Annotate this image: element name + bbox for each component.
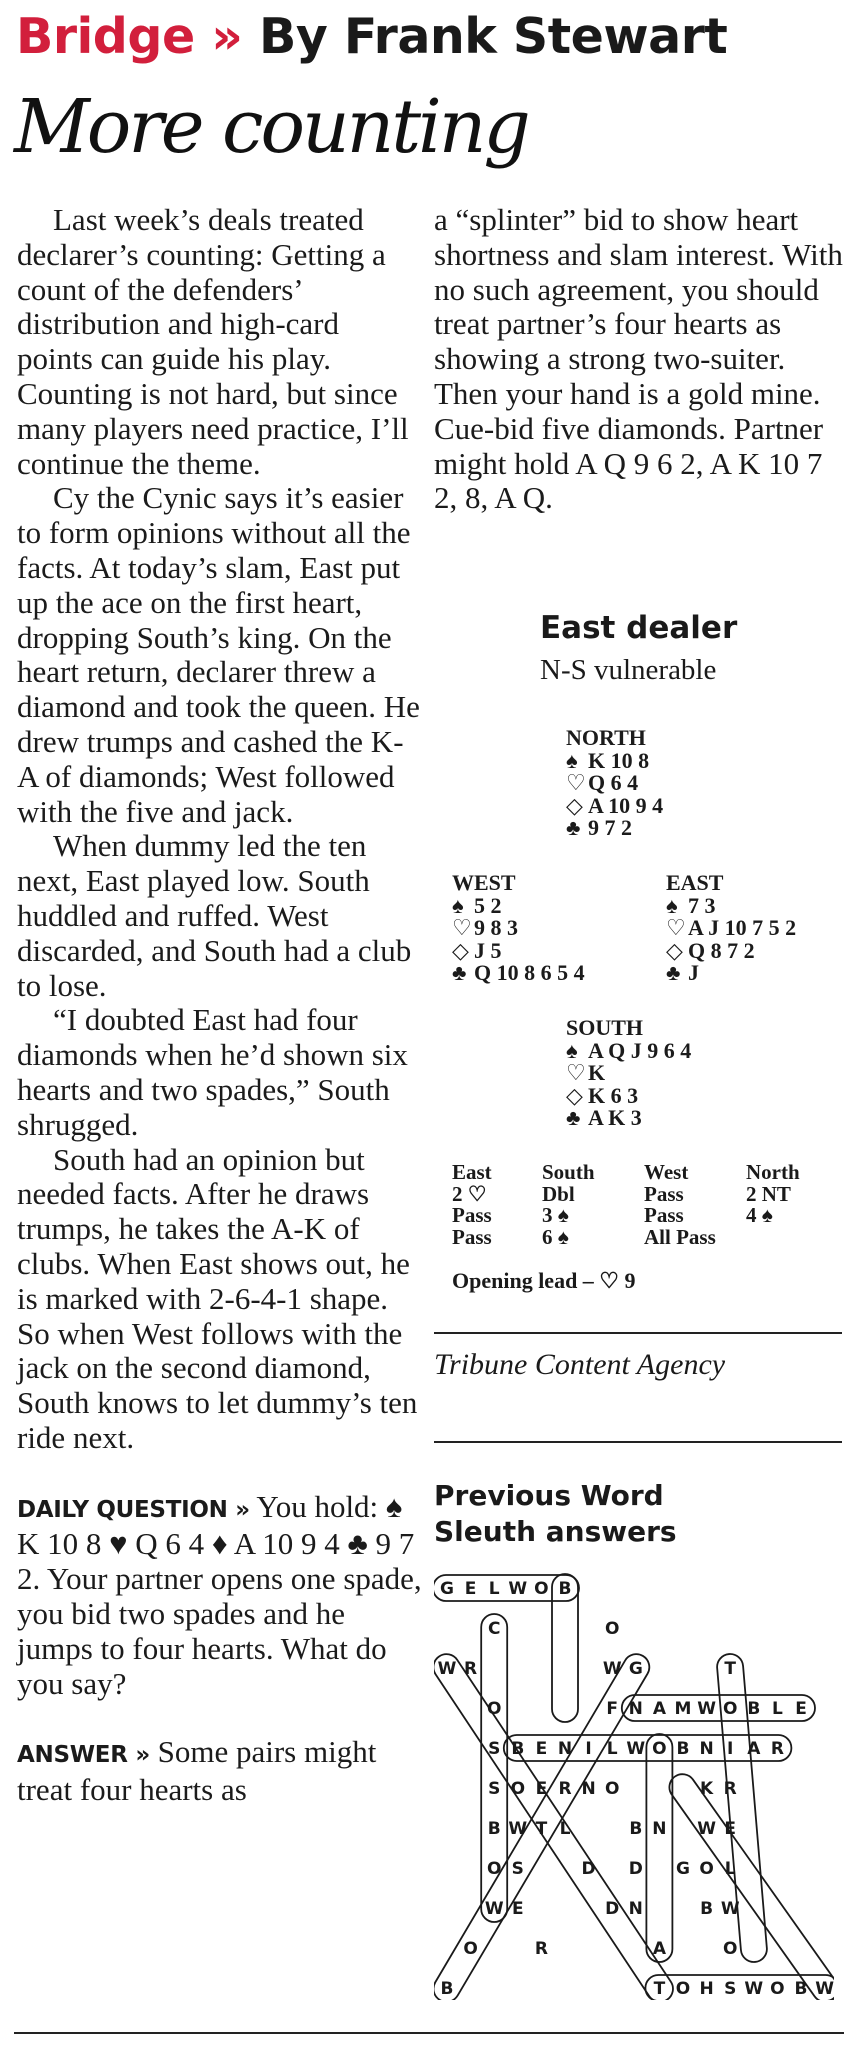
diamond-icon: ◇	[566, 792, 583, 818]
answer	[17, 1735, 422, 1808]
club-icon: ♣	[452, 960, 467, 985]
byline: By Frank Stewart	[258, 8, 728, 65]
grid-letter: R	[558, 1779, 572, 1799]
paragraph: Cy the Cynic says it’s easier to form opinions without all the facts. At today’s slam, East put up the ace on the first heart, dropping South’s king. On the heart return, declarer threw a diamond and took the queen. He drew trumps and cashed the K-A of diamonds; West followed with the five and jack.	[17, 480, 420, 829]
grid-letter: H	[699, 1979, 714, 1999]
spade-icon: ♠	[666, 892, 678, 918]
grid-letter: G	[676, 1859, 690, 1879]
diamonds-holding: A 10 9 4	[588, 792, 664, 818]
grid-letter: B	[558, 1579, 572, 1599]
grid-letter: E	[464, 1579, 477, 1599]
club-icon: ♣	[566, 1105, 581, 1130]
auction-bid: 6 ♠	[542, 1224, 569, 1249]
daily-question	[17, 1490, 422, 1702]
auction-bid: 4 ♠	[746, 1203, 773, 1227]
article-column-left	[17, 203, 422, 1808]
grid-letter: E	[535, 1779, 548, 1799]
grid-letter: O	[722, 1699, 738, 1719]
grid-letter: B	[629, 1819, 643, 1839]
auction-column-east	[452, 1162, 492, 1248]
grid-letter: O	[534, 1579, 549, 1599]
auction-bid: 2 NT	[746, 1181, 791, 1206]
auction-column-north	[746, 1162, 800, 1227]
section-label: Bridge »	[16, 8, 243, 65]
dealer-label: East dealer	[540, 610, 738, 646]
hand-east	[666, 872, 796, 985]
grid-letter: W	[508, 1579, 528, 1599]
grid-letter: E	[535, 1739, 548, 1759]
grid-letter: O	[722, 1939, 738, 1959]
grid-letter: T	[724, 1659, 737, 1679]
diamond-icon: ◇	[666, 937, 683, 963]
grid-letter: B	[511, 1739, 525, 1759]
grid-letter: E	[511, 1899, 524, 1919]
grid-letter: O	[486, 1859, 502, 1879]
auction-header: South	[542, 1160, 595, 1184]
heart-icon: ♡	[452, 915, 472, 940]
heart-icon: ♡	[566, 770, 586, 795]
paragraph: a “splinter” bid to show heart shortness and slam interest. With no such agreement, you should treat partner’s four hearts as showing a strong two-suiter. Then your hand is a gold mine. Cue-bid five diamonds. Partner might hold A Q 9 6 2, A K 10 7 2, 8, A Q.	[434, 202, 843, 516]
grid-letter: W	[697, 1699, 716, 1719]
grid-letter: B	[676, 1739, 690, 1759]
auction-bid: Pass	[452, 1224, 492, 1249]
auction-bid: 3 ♠	[542, 1203, 569, 1227]
grid-letter: D	[581, 1859, 596, 1879]
section-header	[16, 8, 727, 65]
club-icon: ♣	[566, 815, 581, 840]
auction-column-south	[542, 1162, 595, 1248]
grid-letter: N	[557, 1739, 573, 1759]
credit-line: Tribune Content Agency	[434, 1348, 726, 1381]
spade-icon: ♠	[566, 1037, 578, 1063]
grid-letter: O	[770, 1979, 785, 1999]
spade-icon: ♠	[452, 892, 464, 918]
grid-letter: N	[628, 1699, 643, 1719]
answer-loop	[646, 1734, 672, 1962]
grid-letter: W	[744, 1979, 764, 1999]
spades-holding: A Q J 9 6 4	[588, 1037, 692, 1063]
auction-bid: Pass	[644, 1203, 684, 1227]
grid-letter: L	[488, 1579, 500, 1599]
hearts-holding: 9 8 3	[474, 915, 518, 940]
grid-letter: W	[720, 1899, 740, 1919]
opening-lead: Opening lead – ♡ 9	[452, 1268, 636, 1293]
vulnerability-label: N-S vulnerable	[540, 654, 717, 686]
hearts-holding: Q 6 4	[588, 770, 639, 795]
diamonds-holding: Q 8 7 2	[688, 937, 755, 963]
hand-south	[566, 1017, 691, 1130]
bottom-rule	[14, 2032, 844, 2034]
diamond-icon: ◇	[566, 1082, 583, 1108]
grid-letter: S	[511, 1859, 524, 1879]
grid-letter: N	[652, 1819, 667, 1839]
grid-letter: S	[488, 1739, 501, 1759]
grid-letter: M	[674, 1699, 692, 1719]
auction-bid: All Pass	[644, 1224, 716, 1249]
grid-letter: L	[724, 1859, 736, 1879]
diamonds-holding: J 5	[474, 937, 502, 963]
hand-name: SOUTH	[566, 1015, 644, 1040]
divider	[434, 1332, 842, 1334]
word-sleuth-svg	[434, 1568, 834, 2000]
auction-bid: Pass	[644, 1181, 684, 1206]
grid-letter: O	[486, 1699, 502, 1719]
grid-letter: R	[534, 1939, 548, 1959]
grid-letter: W	[815, 1979, 834, 1999]
spades-holding: 5 2	[474, 892, 502, 918]
auction-header: East	[452, 1160, 492, 1184]
daily-question-label: DAILY QUESTION »	[17, 1496, 250, 1523]
clubs-holding: J	[688, 960, 699, 985]
daily-question-text: You hold: ♠ K 10 8 ♥ Q 6 4 ♦ A 10 9 4 ♣ 9 7 2. Your partner opens one spade, you bid two spades and he jumps to four hearts. What do you say?	[17, 1488, 422, 1701]
word-sleuth-heading	[434, 1478, 734, 1550]
paragraph: South had an opinion but needed facts. After he draws trumps, he takes the A-K of clubs. When East shows out, he is marked with 2-6-4-1 shape. So when West follows with the jack on the second diamond, South knows to let dummy’s ten ride next.	[17, 1141, 418, 1455]
article-column-right	[434, 203, 844, 516]
grid-letter: B	[700, 1899, 714, 1919]
hand-name: NORTH	[566, 725, 646, 750]
word-sleuth-heading-line: Previous Word	[434, 1479, 664, 1512]
grid-letter: W	[508, 1819, 528, 1839]
grid-letter: F	[606, 1699, 619, 1719]
grid-letter: R	[723, 1779, 737, 1799]
clubs-holding: Q 10 8 6 5 4	[474, 960, 585, 985]
answer-label: ANSWER »	[17, 1742, 150, 1769]
diamond-icon: ◇	[452, 937, 469, 963]
auction-column-west	[644, 1162, 716, 1248]
diamonds-holding: K 6 3	[588, 1082, 639, 1108]
grid-letter: N	[699, 1739, 714, 1759]
spades-holding: 7 3	[688, 892, 716, 918]
grid-letter: A	[747, 1739, 761, 1759]
grid-letter: G	[440, 1579, 454, 1599]
grid-letter: T	[535, 1819, 548, 1839]
auction-header: North	[746, 1160, 800, 1184]
paragraph: When dummy led the ten next, East played low. South huddled and ruffed. West discarded, and South had a club to lose.	[17, 828, 412, 1003]
grid-letter: B	[487, 1819, 501, 1839]
grid-letter: L	[606, 1739, 618, 1759]
paragraph: “I doubted East had four diamonds when he’d shown six hearts and two spades,” South shrugged.	[17, 1002, 408, 1142]
word-sleuth-grid	[434, 1568, 834, 2000]
grid-letter: K	[700, 1779, 714, 1799]
grid-letter: S	[488, 1779, 501, 1799]
answer-loop	[434, 1575, 579, 1601]
grid-letter: I	[727, 1739, 734, 1759]
grid-letter: B	[440, 1979, 454, 1999]
grid-letter: O	[604, 1619, 620, 1639]
grid-letter: A	[652, 1939, 666, 1959]
club-icon: ♣	[666, 960, 681, 985]
answer-text: Some pairs might treat four hearts as	[17, 1734, 377, 1808]
hearts-holding: K	[588, 1060, 606, 1085]
clubs-holding: 9 7 2	[588, 815, 632, 840]
hand-west	[452, 872, 585, 985]
grid-letter: D	[628, 1859, 643, 1879]
grid-letter: O	[699, 1859, 714, 1879]
grid-letter: O	[675, 1979, 691, 1999]
answer-loop	[664, 1769, 834, 2000]
grid-letter: E	[724, 1819, 737, 1839]
auction-table	[452, 1162, 842, 1252]
hand-name: WEST	[452, 870, 516, 895]
auction-bid: 2 ♡	[452, 1181, 487, 1206]
grid-letter: W	[697, 1819, 716, 1839]
grid-letter: S	[724, 1979, 737, 1999]
paragraph: Last week’s deals treated declarer’s counting: Getting a count of the defenders’ distribution and high-card points can guide his play. Counting is not hard, but since many players need practice, I’ll continue the theme.	[17, 202, 409, 481]
grid-letter: O	[510, 1779, 526, 1799]
grid-letter: B	[794, 1979, 808, 1999]
grid-letter: O	[463, 1939, 478, 1959]
spade-icon: ♠	[566, 747, 578, 773]
grid-letter: E	[795, 1699, 807, 1719]
grid-letter: W	[437, 1659, 457, 1679]
grid-letter: L	[771, 1699, 783, 1719]
auction-header: West	[644, 1160, 689, 1184]
grid-letter: I	[585, 1739, 592, 1759]
grid-letter: N	[628, 1899, 643, 1919]
grid-letter: N	[581, 1779, 596, 1799]
grid-letter: W	[626, 1739, 646, 1759]
hand-name: EAST	[666, 870, 724, 895]
grid-letter: L	[559, 1819, 571, 1839]
grid-letter: W	[484, 1899, 504, 1919]
heart-icon: ♡	[666, 915, 686, 940]
grid-letter: T	[653, 1979, 666, 1999]
word-sleuth-heading-line: Sleuth answers	[434, 1515, 677, 1548]
hand-north	[566, 727, 663, 840]
heart-icon: ♡	[566, 1060, 586, 1085]
grid-letter: R	[464, 1659, 478, 1679]
grid-letter: D	[605, 1899, 620, 1919]
clubs-holding: A K 3	[588, 1105, 642, 1130]
grid-letter: W	[602, 1659, 622, 1679]
answer-loop	[622, 1695, 815, 1721]
grid-letter: O	[604, 1779, 620, 1799]
article-title: More counting	[14, 84, 528, 170]
divider	[434, 1441, 842, 1443]
grid-letter: G	[628, 1659, 643, 1679]
grid-letter: C	[487, 1619, 501, 1639]
spades-holding: K 10 8	[588, 747, 650, 773]
auction-bid: Dbl	[542, 1181, 575, 1206]
grid-letter: R	[770, 1739, 784, 1759]
grid-letter: A	[652, 1699, 666, 1719]
auction-bid: Pass	[452, 1203, 492, 1227]
grid-letter: O	[652, 1739, 667, 1759]
hearts-holding: A J 10 7 5 2	[688, 915, 797, 940]
grid-letter: B	[747, 1699, 761, 1719]
